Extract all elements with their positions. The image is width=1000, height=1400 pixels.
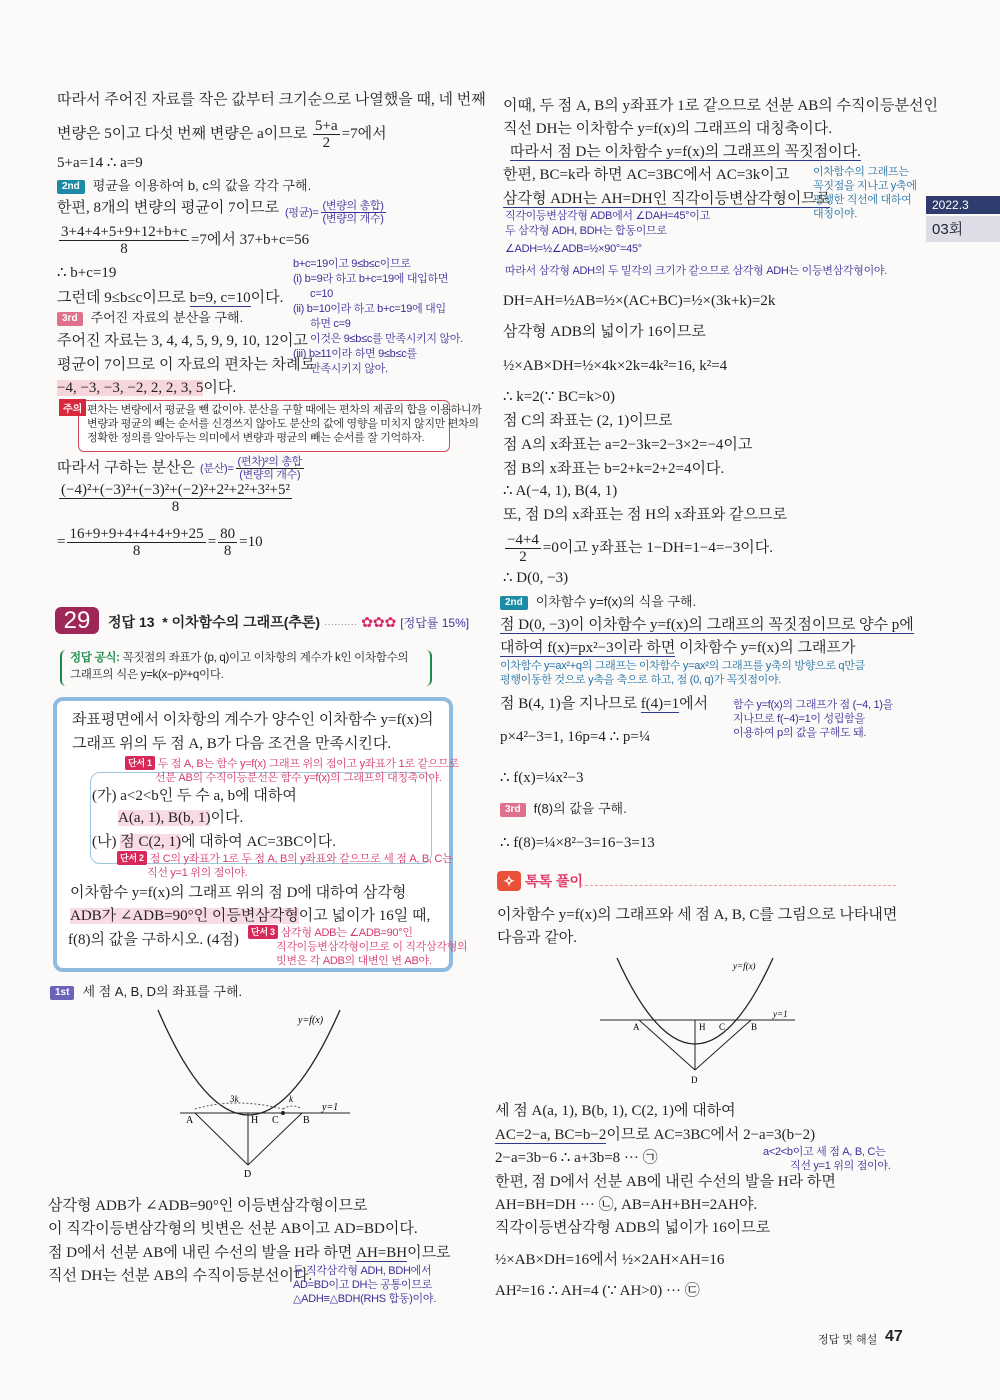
label-H: H (251, 1115, 259, 1126)
text: 이다. (203, 380, 237, 396)
text-line: ∴ A(−4, 1), B(4, 1) (503, 483, 618, 499)
text: (나) (92, 834, 121, 850)
note-line: 직각이등변삼각형 ADB에서 ∠DAH=45°이고 (505, 210, 710, 222)
caution-box (63, 400, 482, 452)
hint-label: 단서 3 (248, 925, 278, 939)
fraction (236, 456, 304, 481)
footer-label: 정답 및 해설 (818, 1334, 878, 1346)
note-line: 두 삼각형 ADH, BDH는 합동이므로 (505, 225, 667, 237)
label-B: B (751, 1022, 758, 1032)
fraction (67, 526, 205, 559)
text-line: 세 점 A(a, 1), B(b, 1), C(2, 1)에 대하여 (495, 1103, 736, 1119)
caution-text (79, 401, 482, 447)
step-badge: 2nd (57, 180, 85, 194)
text-line: 이때, 두 점 A, B의 y좌표가 1로 같으므로 선분 AB의 수직이등분선인 (503, 98, 938, 114)
exam-round-tab: 03회 (926, 216, 1000, 242)
text: 점 B(4, 1)을 지나므로 (500, 696, 641, 712)
note-line: AD=BD이고 DH는 공통이므로 (293, 1279, 432, 1291)
label-3k: 3k (230, 1094, 239, 1104)
text-line (510, 142, 861, 162)
hint-text: 직선 y=1 위의 점이야. (147, 867, 248, 879)
text-line: ½×AB×DH=½×4k×2k=4k²=16, k²=4 (503, 358, 728, 374)
hint-text: 직각이등변삼각형이므로 이 직각삼각형의 (276, 941, 468, 953)
text: 점 D에서 선분 AB에 내린 수선의 발을 H라 하면 (48, 1245, 357, 1261)
text-line (57, 224, 309, 257)
text-line: 삼각형 ADB가 ∠ADB=90°인 이등변삼각형이므로 (48, 1198, 368, 1214)
fraction (218, 526, 237, 559)
label-D: D (244, 1169, 252, 1180)
text: 이다. (250, 290, 284, 306)
note-line: 이차함수 y=ax²+q의 그래프는 이차함수 y=ax²의 그래프를 y축의 방향으로 q만큼 (500, 660, 865, 672)
problem-text: f(8)의 값을 구하시오. (4점) (68, 932, 239, 948)
text-line: 직각이등변삼각형 ADB의 넓이가 16이므로 (495, 1220, 771, 1236)
segment-AD (195, 1113, 248, 1165)
caution-label: 주의 (59, 399, 86, 416)
text: =0이고 y좌표는 1−DH=1−4=−3이다. (542, 539, 774, 556)
note-line: b+c=19이고 9≤b≤c이므로 (293, 258, 411, 270)
text-line (57, 526, 263, 559)
underlined-text: b=9, c=10 (189, 290, 251, 306)
hint-3 (248, 925, 467, 968)
formula-label: 정답 공식: (70, 652, 120, 664)
text-line (57, 378, 236, 398)
note-text: (평균)= (285, 206, 319, 219)
formula-box (60, 650, 432, 686)
note-line: (iii) b≥11이라 하면 9≤b≤c를 (293, 348, 417, 360)
text-line (500, 694, 708, 714)
note-line: 이용하여 p의 값을 구해도 돼. (733, 727, 867, 739)
divider (580, 885, 896, 886)
step-badge: 2nd (500, 596, 528, 610)
step-title: f(8)의 값을 구해. (533, 801, 627, 816)
text-line (57, 118, 387, 151)
step-badge: 3rd (57, 312, 83, 326)
numerator: (−4)²+(−3)²+(−3)²+(−2)²+2²+2²+3²+5² (61, 482, 290, 498)
hint-text: 선분 AB의 수직이등분선은 함수 y=f(x)의 그래프의 대칭축이야. (155, 772, 442, 784)
condition-ga: (가) a<2<b인 두 수 a, b에 대하여 (92, 788, 297, 804)
text-line: p×4²−3=1, 16p=4 ∴ p=¼ (500, 729, 651, 745)
problem-text (70, 906, 430, 926)
point-C (281, 1111, 285, 1115)
note-line: 평행이동한 것으로 y축을 축으로 하고, 점 (0, q)가 꼭짓점이야. (500, 674, 782, 686)
text: =7에서 (341, 125, 387, 142)
note-line: △ADH≡△BDH(RHS 합동)이야. (293, 1293, 436, 1305)
hint-text: 빗변은 각 ADB의 대변인 변 AB야. (276, 955, 432, 967)
leader-dots: ·········· (323, 619, 358, 630)
hint-text: 두 점 A, B는 함수 y=f(x) 그래프 위의 점이고 y좌표가 1로 같으므로 (157, 758, 459, 770)
denominator: 8 (223, 543, 232, 559)
note-line: ∠ADH=½∠ADB=½×90°=45° (505, 243, 642, 255)
fraction (313, 118, 340, 151)
note-line: (i) b=9라 하고 b+c=19에 대입하면 (293, 273, 449, 285)
note-line: 하면 c=9 (310, 318, 351, 330)
text: 에 대하여 AC=3BC이다. (180, 834, 336, 850)
label-B: B (303, 1115, 310, 1126)
step-title: 평균을 이용하여 b, c의 값을 각각 구해. (92, 178, 312, 193)
highlighted-text: 점 C(2, 1) (120, 834, 181, 850)
note-translation (500, 659, 865, 687)
hint-text: 삼각형 ADB는 ∠ADB=90°인 (280, 927, 413, 939)
denominator: 8 (132, 543, 141, 559)
note-points-on-line (763, 1145, 890, 1173)
formula-text: 그래프의 식은 y=k(x−p)²+q이다. (70, 669, 224, 681)
sparkle-icon: ✧ (497, 871, 521, 891)
numerator: 3+4+4+5+9+12+b+c (61, 224, 187, 240)
brace-3k (195, 1103, 283, 1109)
text-line (57, 482, 294, 515)
note-line: 따라서 삼각형 ADH의 두 밑각의 크기가 같으므로 삼각형 ADH는 이등변삼각형이야. (505, 265, 887, 277)
text-line: 점 C의 좌표는 (2, 1)이므로 (503, 413, 673, 429)
text-line: 이차함수 y=f(x)의 그래프와 세 점 A, B, C를 그림으로 나타내면 (497, 907, 898, 923)
label-fx: y=f(x) (733, 961, 756, 971)
step-title: 세 점 A, B, D의 좌표를 구해. (82, 984, 243, 999)
highlighted-text: ADB가 ∠ADB=90°인 이등변삼각형 (70, 908, 299, 924)
fraction (59, 482, 292, 515)
problem-header (108, 612, 469, 635)
text-line: 2−a=3b−6 ∴ a+3b=8 ··· ㉠ (495, 1150, 658, 1166)
note-line: c=10 (310, 288, 333, 300)
label-H: H (699, 1022, 706, 1032)
caution-line: 변량과 평균의 빼는 순서를 신경쓰지 않아도 분산의 값에 영향을 미치지 않지만 편차의 (87, 418, 479, 430)
label-y1: y=1 (322, 1102, 339, 1113)
text-line: 직선 DH는 이차함수 y=f(x)의 그래프의 대칭축이다. (503, 121, 832, 137)
note-alternative (733, 698, 893, 740)
note-line: 이차함수의 그래프는 (813, 166, 909, 178)
note-line: (ii) b=10이라 하고 b+c=19에 대입 (293, 303, 446, 315)
denominator: (변량의 개수) (322, 213, 384, 225)
text-line: 평균이 7이므로 이 자료의 편차는 차례로 (57, 357, 316, 373)
text: 그런데 9≤b≤c이므로 (57, 290, 190, 306)
note-line: 꼭짓점을 지나고 y축에 (813, 180, 917, 192)
text: 이다. (210, 810, 244, 826)
denominator: 8 (171, 499, 180, 515)
text-line (48, 1243, 451, 1263)
text-line (503, 532, 773, 565)
denominator: (변량의 개수) (239, 469, 301, 481)
text-line: ∴ b+c=19 (57, 265, 117, 281)
text-line: 다음과 같아. (497, 930, 577, 946)
text-line: 한편, 8개의 변량의 평균이 7이므로 (57, 200, 280, 216)
underlined-text: AC=2−a, BC=b−2 (495, 1127, 607, 1143)
label-k: k (289, 1094, 293, 1104)
text-line: 5+a=14 ∴ a=9 (57, 155, 143, 171)
underlined-text: 삼각형 ADH는 AH=DH인 직각이등변삼각형이므로 (503, 191, 831, 207)
text: 이므로 AC=3BC에서 2−a=3(b−2) (606, 1127, 816, 1143)
formula-text: 꼭짓점의 좌표가 (p, q)이고 이차항의 계수가 k인 이차함수의 (119, 652, 409, 664)
problem-text: 이차함수 y=f(x)의 그래프 위의 점 D에 대하여 삼각형 (70, 885, 407, 901)
text-line: AH=BH=DH ··· ㉡, AB=AH+BH=2AH야. (495, 1197, 758, 1213)
alt-solution-title: 톡톡 풀이 (525, 873, 583, 889)
step-heading (50, 982, 242, 1002)
note-line: 두 직각삼각형 ADH, BDH에서 (293, 1265, 432, 1277)
underlined-text: f(4)=1 (640, 696, 680, 712)
step-heading (500, 799, 627, 819)
fraction (59, 224, 189, 257)
hint-label: 단서 1 (125, 756, 155, 770)
highlighted-text: A(a, 1), B(b, 1) (118, 810, 211, 826)
text-line: DH=AH=½AB=½×(AC+BC)=½×(3k+k)=2k (503, 293, 776, 309)
brace-k (283, 1106, 302, 1109)
text-line (57, 288, 283, 308)
note-line: 대칭이야. (813, 208, 858, 220)
text-line: ½×AB×DH=16에서 ½×2AH×AH=16 (495, 1252, 725, 1268)
label-fx: y=f(x) (298, 1015, 324, 1026)
text-line: 한편, 점 D에서 선분 AB에 내린 수선의 발을 H라 하면 (495, 1174, 836, 1190)
text-line: 삼각형 ADB의 넓이가 16이므로 (503, 324, 706, 340)
note-text: (분산)= (200, 462, 234, 475)
answer: 정답 13 (108, 614, 155, 630)
note-variance-formula (200, 456, 306, 481)
side-note-symmetry (813, 165, 917, 221)
text-line (500, 615, 914, 635)
numerator: 5+a (315, 118, 338, 134)
text-line: 한편, BC=k라 하면 AC=3BC에서 AC=3k이고 (503, 167, 790, 183)
underlined-text: 따라서 점 D는 이차함수 y=f(x)의 그래프의 꼭짓점이다. (510, 144, 861, 160)
hint-2 (117, 851, 452, 880)
text-line: 주어진 자료는 3, 4, 4, 5, 9, 9, 10, 12이고 (57, 333, 308, 349)
caution-line: 편차는 변량에서 평균을 뺀 값이야. 분산을 구할 때에는 편차의 제곱의 합을 이용하니까 (87, 404, 482, 416)
hint-1 (125, 756, 459, 785)
underlined-text: 대하여 f(x)=px²−3이라 하면 (500, 640, 676, 656)
text-line: ∴ D(0, −3) (503, 570, 569, 586)
label-y1: y=1 (773, 1009, 788, 1019)
step-badge: 1st (50, 986, 74, 1000)
text-line: ∴ f(x)=¼x²−3 (500, 770, 584, 786)
difficulty-stars: ✿✿✿ (361, 614, 397, 630)
step-title: 이차함수 y=f(x)의 식을 구해. (535, 594, 697, 609)
label-C: C (719, 1022, 726, 1032)
label-A: A (186, 1115, 194, 1126)
step-heading (500, 592, 696, 612)
text-line: 점 B의 x좌표는 b=2+k=2+2=4이다. (503, 461, 725, 477)
numerator: (편차)²의 총합 (237, 456, 302, 468)
problem-text: 좌표평면에서 이차항의 계수가 양수인 이차함수 y=f(x)의 (72, 712, 434, 728)
text-line: 점 A의 x좌표는 a=2−3k=2−3×2=−4이고 (503, 437, 753, 453)
topic: * 이차함수의 그래프(추론) (162, 614, 321, 630)
note-line: 함수 y=f(x)의 그래프가 점 (−4, 1)을 (733, 699, 893, 711)
label-C: C (272, 1115, 279, 1126)
note-line: 만족시키지 않아. (310, 363, 388, 375)
fraction (505, 532, 541, 565)
numerator: 16+9+9+4+4+4+9+25 (69, 526, 204, 542)
text-line: 이 직각이등변삼각형의 빗변은 선분 AB이고 AD=BD이다. (48, 1221, 418, 1237)
note-congruence (293, 1264, 436, 1306)
label-D: D (691, 1075, 698, 1085)
label-A: A (633, 1022, 640, 1032)
page-number: 47 (885, 1328, 903, 1345)
segment-AD (639, 1020, 695, 1070)
denominator: 2 (519, 549, 527, 565)
text-line: AH²=16 ∴ AH=4 (∵ AH>0) ··· ㉢ (495, 1283, 700, 1299)
note-line: 이것은 9≤b≤c를 만족시키지 않아. (310, 333, 463, 345)
numerator: (변량의 총합) (322, 200, 384, 212)
exam-year-tab: 2022.3 (926, 196, 1000, 214)
note-line: a<2<b이고 세 점 A, B, C는 (763, 1146, 886, 1158)
graph-left (150, 1005, 370, 1185)
text-line (503, 189, 830, 209)
step-title: 주어진 자료의 분산을 구해. (90, 310, 244, 325)
text: =7에서 37+b+c=56 (190, 231, 310, 248)
text-line: ∴ f(8)=¼×8²−3=16−3=13 (500, 835, 655, 851)
hint-label: 단서 2 (117, 851, 147, 865)
hint-text: 점 C의 y좌표가 1로 두 점 A, B의 y좌표와 같으므로 세 점 A, B, C는 (149, 853, 453, 865)
text: 이차함수 y=f(x)의 그래프가 (675, 640, 856, 656)
text-line (495, 1125, 815, 1145)
denominator: 2 (322, 135, 331, 151)
step-heading (57, 308, 243, 328)
step-badge: 3rd (500, 803, 526, 817)
underlined-text: 점 D(0, −3)이 이차함수 y=f(x)의 그래프의 꼭짓점이므로 양수 p에 (500, 617, 914, 633)
text: 변량은 5이고 다섯 번째 변량은 a이므로 (57, 125, 308, 142)
text: = (207, 533, 217, 550)
correct-rate: [정답률 15%] (400, 616, 470, 630)
text-line: 직선 DH는 선분 AB의 수직이등분선이다. (48, 1268, 313, 1284)
text: 에서 (679, 696, 709, 712)
denominator: 8 (120, 241, 128, 257)
text-line: 또, 점 D의 x좌표는 점 H의 x좌표와 같으므로 (503, 507, 788, 523)
numerator: 80 (220, 526, 236, 542)
caution-line: 정확한 정의를 알아두는 의미에서 변량과 평균의 빼는 순서를 잘 기억하자. (87, 432, 425, 444)
text-line: ∴ k=2(∵ BC=k>0) (503, 389, 615, 405)
text: =10 (239, 533, 263, 550)
text: = (57, 533, 66, 550)
note-line: 직선 y=1 위의 점이야. (790, 1160, 891, 1172)
problem-number: 29 (55, 607, 99, 634)
text-line: 따라서 주어진 자료를 작은 값부터 크기순으로 나열했을 때, 네 번째 (57, 92, 486, 108)
text-line: 따라서 구하는 분산은 (57, 460, 195, 476)
note-line: 지나므로 f(−4)=1이 성립함을 (733, 713, 865, 725)
text-line (500, 638, 855, 658)
graph-right (595, 955, 805, 1090)
underlined-text: AH=BH (356, 1245, 408, 1261)
alt-solution-header (497, 871, 583, 891)
condition-ga-points (118, 808, 243, 828)
text: 이고 넓이가 16일 때, (298, 908, 431, 924)
numerator: −4+4 (507, 532, 539, 548)
condition-na (92, 832, 336, 852)
step-heading (57, 176, 311, 196)
text: 이므로 (407, 1245, 451, 1261)
problem-text: 그래프 위의 두 점 A, B가 다음 조건을 만족시킨다. (72, 736, 392, 752)
fraction (321, 200, 386, 225)
note-mean-formula (285, 200, 388, 225)
note-line: 평행한 직선에 대하여 (813, 194, 912, 206)
highlighted-text: −4, −3, −3, −2, 2, 2, 3, 5 (57, 380, 204, 396)
